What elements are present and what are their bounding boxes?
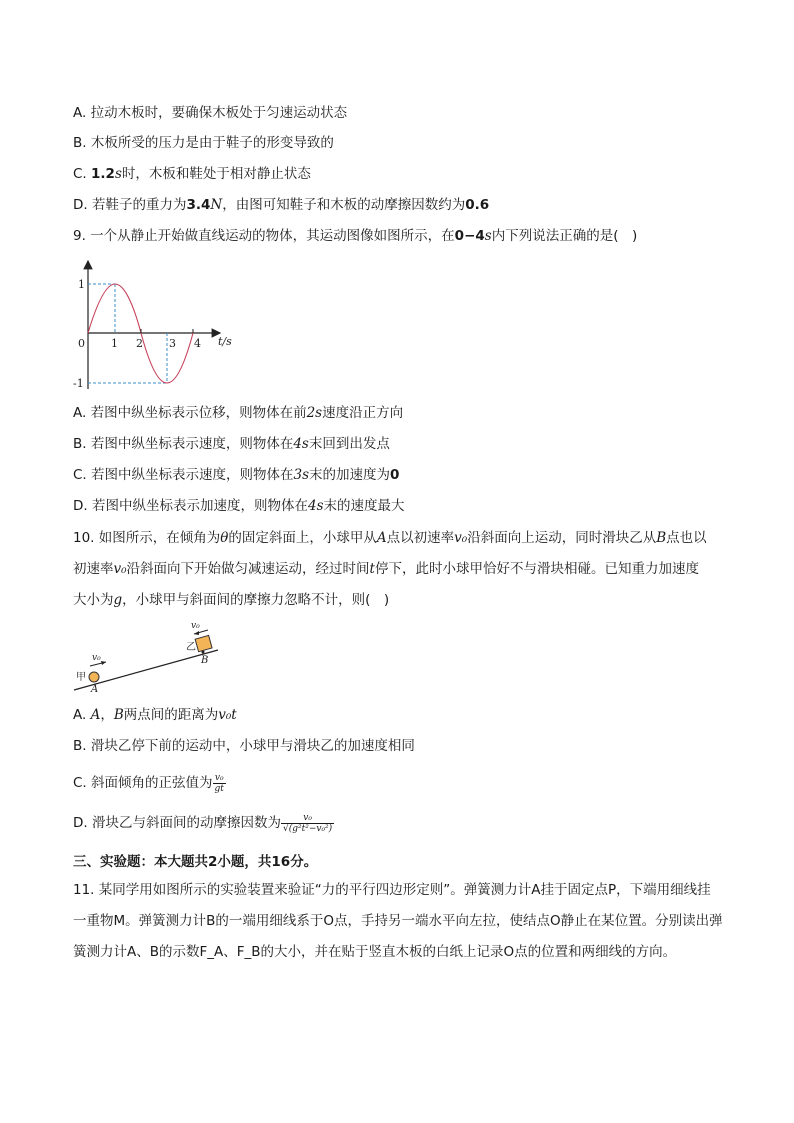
q10-c-den: gt bbox=[214, 783, 224, 794]
q10-label-A: A bbox=[91, 684, 99, 695]
q9-ytick-1: 1 bbox=[78, 278, 85, 291]
section-3-heading bbox=[73, 852, 317, 872]
q10-l2-c: 停下，此时小球甲恰好不与滑块相碰。已知重力加速度 bbox=[374, 561, 699, 577]
q9-c-t: 3s bbox=[293, 467, 310, 483]
q9-c-2: 末的加速度为 bbox=[309, 467, 391, 483]
q9-b-2: 末回到出发点 bbox=[308, 436, 390, 452]
q10-block-yi bbox=[195, 635, 212, 651]
q10-ball-jia bbox=[89, 672, 99, 682]
q9-graph bbox=[70, 255, 240, 395]
q8-option-a: A. 拉动木板时，要确保木板处于匀速运动状态 bbox=[73, 105, 348, 121]
q10-l1-e: 点也以 bbox=[666, 530, 707, 546]
q10-v0-label-a: v₀ bbox=[92, 653, 101, 663]
q10-l1-b: 的固定斜面上，小球甲从 bbox=[228, 530, 377, 546]
q10-option-d bbox=[73, 808, 334, 838]
q9-d-1: D. 若图中纵坐标表示加速度，则物体在 bbox=[73, 498, 308, 514]
q10-a-expr: v₀t bbox=[218, 707, 237, 723]
q9-stem-range: 0−4 bbox=[454, 228, 485, 244]
section3-b: 小题，共 bbox=[217, 854, 272, 870]
q10-label-yi: 乙 bbox=[186, 642, 196, 653]
q10-l2-a: 初速率 bbox=[73, 561, 114, 577]
q9-ytick-neg1: -1 bbox=[73, 377, 84, 390]
q10-v0-2: v₀ bbox=[113, 561, 127, 577]
q9-xtick-1: 1 bbox=[111, 337, 118, 350]
q8-option-b: B. 木板所受的压力是由于鞋子的形变导致的 bbox=[73, 135, 334, 151]
q9-c-val: 0 bbox=[390, 467, 400, 483]
q9-c-1: C. 若图中纵坐标表示速度，则物体在 bbox=[73, 467, 294, 483]
q9-d-2: 末的速度最大 bbox=[323, 498, 405, 514]
q9-stem bbox=[73, 226, 637, 246]
q9-d-t: 4s bbox=[307, 498, 324, 514]
q10-l1-c: 点以初速率 bbox=[386, 530, 455, 546]
section3-a: 三、实验题：本大题共 bbox=[73, 854, 208, 870]
q9-option-c bbox=[73, 465, 399, 485]
q11-text: 11. 某同学用如图所示的实验装置来验证“力的平行四边形定则”。弹簧测力计A挂于固定点P，下端用细线挂一重物M。弹簧测力计B的一端用细线系于O点，手持另一端水平向左拉，使结点O静止在某位置。分别读出弹簧测力计A、B的示数F_A、F_B的大小，并在贴于竖直木板的白纸上记录O点的位置和两细线的方向。 bbox=[73, 882, 723, 960]
q8-c-unit: s bbox=[114, 166, 122, 182]
q10-d-num: v₀ bbox=[281, 813, 334, 824]
q9-option-b bbox=[73, 434, 390, 454]
q10-g: g bbox=[113, 592, 123, 608]
q10-theta: θ bbox=[220, 530, 229, 546]
q10-v0-1: v₀ bbox=[454, 530, 468, 546]
q10-d-prefix: D. 滑块乙与斜面间的动摩擦因数为 bbox=[73, 815, 281, 831]
q9-a-2: 速度沿正方向 bbox=[322, 405, 404, 421]
q9-stem-unit: s bbox=[484, 228, 492, 244]
q10-B: B bbox=[656, 530, 667, 546]
q8-d-num: 3.4 bbox=[186, 197, 211, 213]
q10-option-a: A. A，B两点间的距离为v₀t bbox=[73, 707, 237, 723]
q8-d-unit: N bbox=[210, 197, 223, 213]
q9-b-1: B. 若图中纵坐标表示速度，则物体在 bbox=[73, 436, 294, 452]
q9-stem-b: 内下列说法正确的是( ) bbox=[491, 228, 638, 244]
q10-a-B: B bbox=[113, 707, 124, 723]
q8-option-c bbox=[73, 164, 311, 184]
q9-a-1: A. 若图中纵坐标表示位移，则物体在前 bbox=[73, 405, 307, 421]
q10-option-b: B. 滑块乙停下前的运动中，小球甲与滑块乙的加速度相同 bbox=[73, 738, 415, 754]
q10-c-num: v₀ bbox=[213, 773, 226, 784]
q10-label-B: B bbox=[201, 655, 209, 666]
q9-option-d bbox=[73, 496, 405, 516]
q9-option-a bbox=[73, 403, 403, 423]
q9-xtick-3: 3 bbox=[169, 337, 176, 350]
q10-line-3 bbox=[73, 590, 389, 610]
q10-line-2 bbox=[73, 559, 699, 579]
q10-option-c bbox=[73, 770, 226, 796]
q10-line-1 bbox=[73, 528, 707, 548]
section3-score: 16 bbox=[271, 854, 291, 870]
q9-xlabel: t/s bbox=[218, 335, 232, 348]
q9-xtick-2: 2 bbox=[136, 337, 143, 350]
section3-c: 分。 bbox=[290, 854, 318, 870]
q10-incline-figure bbox=[70, 618, 230, 696]
q10-t: t bbox=[369, 561, 375, 577]
q10-l3-b: ，小球甲与斜面间的摩擦力忽略不计，则( ) bbox=[122, 592, 390, 608]
q8-c-num: 1.2 bbox=[91, 166, 115, 182]
q8-c-rest: 时，木板和鞋处于相对静止状态 bbox=[121, 166, 311, 182]
q8-d-prefix: D. 若鞋子的重力为 bbox=[73, 197, 187, 213]
q10-c-prefix: C. 斜面倾角的正弦值为 bbox=[73, 775, 213, 791]
q8-d-mid: ，由图可知鞋子和木板的动摩擦因数约为 bbox=[222, 197, 466, 213]
q9-xtick-0: 0 bbox=[78, 337, 85, 350]
section3-n: 2 bbox=[208, 854, 218, 870]
q10-a-mid: 两点间的距离为 bbox=[123, 707, 219, 723]
q10-d-fraction bbox=[281, 813, 334, 834]
q10-a-prefix: A. bbox=[73, 707, 91, 723]
q10-l1-a: 10. 如图所示，在倾角为 bbox=[73, 530, 221, 546]
q10-l1-d: 沿斜面向上运动，同时滑块乙从 bbox=[467, 530, 657, 546]
q10-l3-a: 大小为 bbox=[73, 592, 114, 608]
q10-l2-b: 沿斜面向下开始做匀减速运动，经过时间 bbox=[126, 561, 370, 577]
q10-label-jia: 甲 bbox=[76, 672, 86, 683]
q8-option-d bbox=[73, 195, 489, 215]
q9-xtick-4: 4 bbox=[194, 337, 201, 350]
q9-a-t: 2s bbox=[306, 405, 323, 421]
q10-c-fraction bbox=[213, 773, 226, 794]
q8-c-prefix: C. bbox=[73, 166, 92, 182]
q8-d-val: 0.6 bbox=[465, 197, 490, 213]
q10-d-den: √(g²t²−v₀²) bbox=[282, 823, 333, 834]
q10-a-A: A bbox=[90, 707, 101, 723]
q9-stem-a: 9. 一个从静止开始做直线运动的物体，其运动图像如图所示，在 bbox=[73, 228, 455, 244]
q9-b-t: 4s bbox=[293, 436, 309, 452]
q10-A: A bbox=[376, 530, 387, 546]
q10-v0-label-b: v₀ bbox=[191, 621, 200, 631]
